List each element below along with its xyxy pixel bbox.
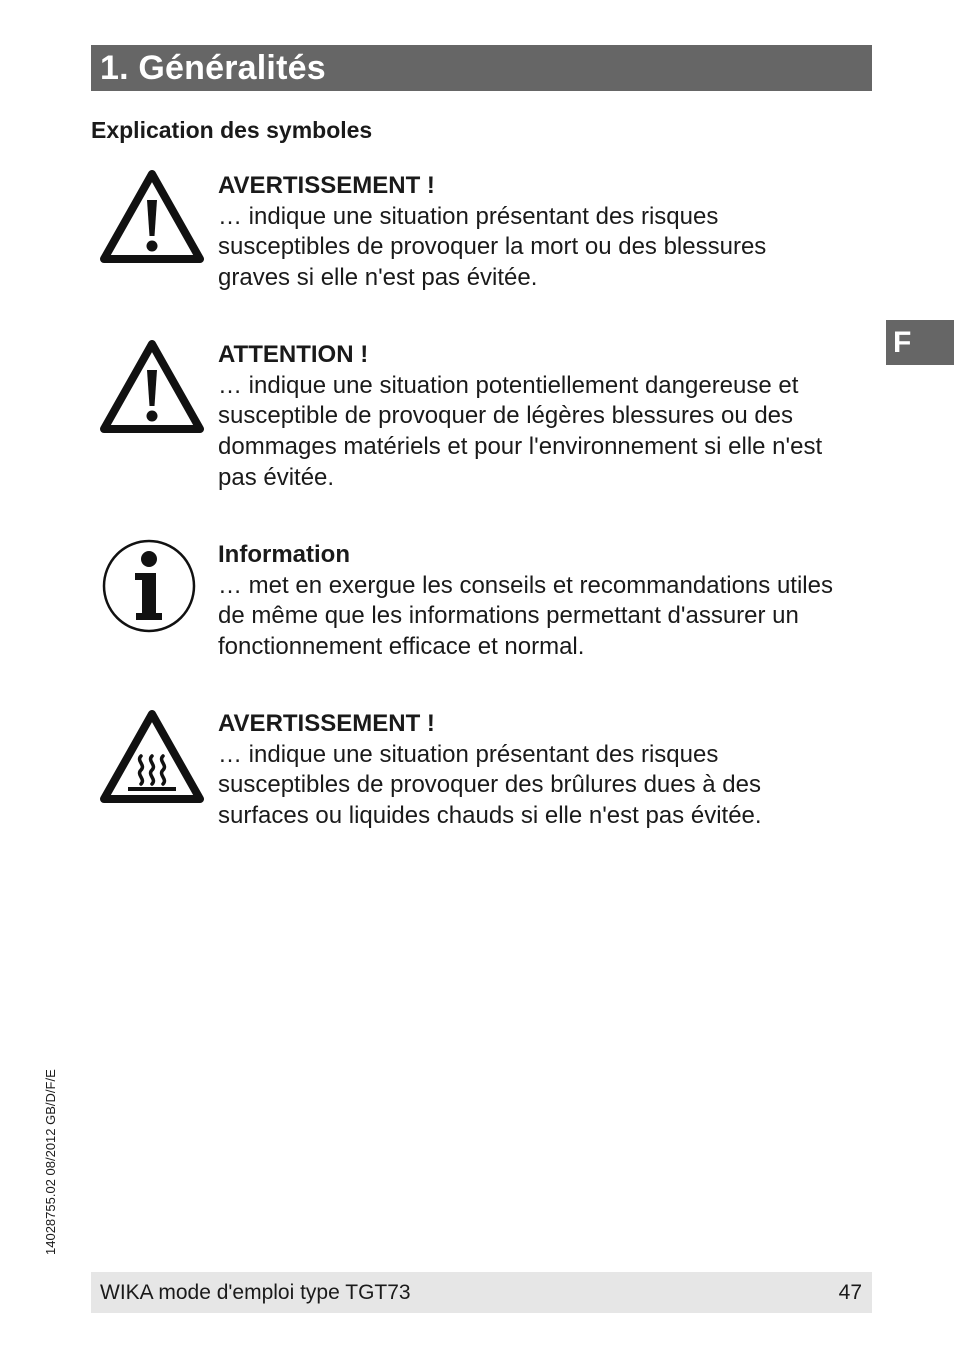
symbol-entry bbox=[218, 340, 878, 494]
entry-text-line: … indique une situation présentant des risques bbox=[218, 202, 719, 230]
entry-title: Information bbox=[218, 541, 350, 568]
page-number: 47 bbox=[838, 1280, 862, 1304]
entry-text-line: de même que les informations permettant d'assurer un bbox=[218, 602, 799, 630]
entry-text-line: susceptibles de provoquer la mort ou des blessures bbox=[218, 233, 767, 261]
language-tab: F bbox=[886, 320, 954, 365]
entry-text-line: fonctionnement efficace et normal. bbox=[218, 633, 585, 661]
symbol-entry bbox=[218, 540, 878, 663]
section-header-bar bbox=[91, 45, 872, 91]
page-title: 1. Généralités bbox=[100, 49, 326, 87]
symbol-entry bbox=[218, 709, 878, 832]
entry-text-line: surfaces ou liquides chauds si elle n'est pas évitée. bbox=[218, 802, 762, 830]
entry-text-line: susceptible de provoquer de légères blessures ou des bbox=[218, 402, 794, 430]
entry-title: AVERTISSEMENT ! bbox=[218, 172, 435, 199]
caution-triangle-icon bbox=[98, 338, 206, 438]
footer-bar bbox=[91, 1272, 872, 1313]
entry-text-line: … met en exergue les conseils et recommandations utiles bbox=[218, 571, 833, 599]
symbol-entry bbox=[218, 171, 878, 294]
footer-text: WIKA mode d'emploi type TGT73 bbox=[100, 1280, 411, 1304]
entry-title: AVERTISSEMENT ! bbox=[218, 710, 435, 737]
section-subtitle: Explication des symboles bbox=[91, 117, 373, 143]
entry-text-line: graves si elle n'est pas évitée. bbox=[218, 264, 538, 292]
entry-title: ATTENTION ! bbox=[218, 341, 369, 368]
document-code: 14028755.02 08/2012 GB/D/F/E bbox=[43, 1069, 58, 1255]
entry-text-line: susceptibles de provoquer des brûlures dues à des bbox=[218, 771, 761, 799]
entry-text-line: pas évitée. bbox=[218, 463, 335, 491]
warning-triangle-icon bbox=[98, 168, 206, 268]
entry-text-line: dommages matériels et pour l'environnement si elle n'est bbox=[218, 433, 823, 461]
information-icon bbox=[98, 537, 206, 637]
entry-text-line: … indique une situation potentiellement dangereuse et bbox=[218, 371, 799, 399]
hot-surface-icon bbox=[98, 708, 206, 808]
entry-text-line: … indique une situation présentant des risques bbox=[218, 740, 719, 768]
